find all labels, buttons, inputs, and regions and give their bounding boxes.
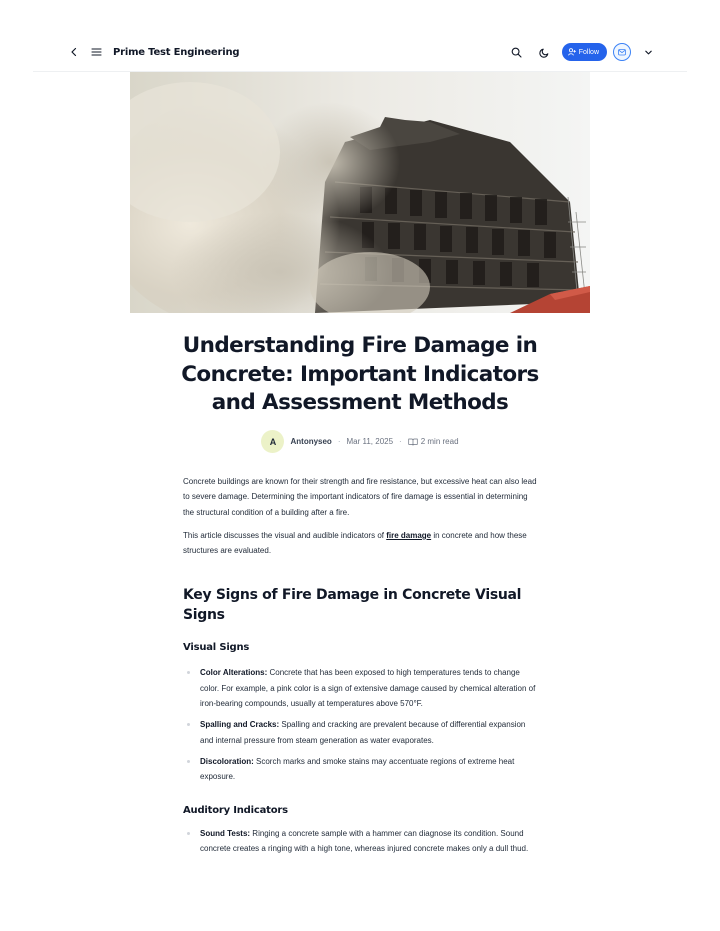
menu-icon[interactable]	[85, 41, 107, 63]
follow-button[interactable]	[562, 43, 607, 61]
list-item-term: Discoloration:	[200, 756, 254, 766]
auditory-indicators-heading: Auditory Indicators	[183, 804, 288, 816]
list-item-term: Sound Tests:	[200, 828, 251, 838]
visual-signs-list	[183, 665, 539, 784]
user-plus-icon	[568, 48, 576, 56]
separator-dot: ·	[337, 437, 341, 446]
top-bar	[33, 32, 687, 72]
paragraph-intro-1: Concrete buildings are known for their strength and fire resistance, but excessive heat can also lead to severe damage. Determining the important indicators of fire damage is essential in determining the structural condition of a building after a fire.	[183, 477, 537, 517]
separator-dot: ·	[399, 437, 402, 446]
list-item-text: Ringing a concrete sample with a hammer can diagnose its condition. Sound concrete creates a ringing with a high tone, whereas injured concrete makes only a dull thud.	[200, 828, 529, 853]
author-name[interactable]: Antonyseo	[290, 437, 332, 446]
paragraph-text: This article discusses the visual and audible indicators of	[183, 530, 387, 540]
search-icon[interactable]	[506, 41, 528, 63]
cover-image	[130, 72, 590, 313]
article-body	[183, 474, 539, 856]
list-item-text: Concrete that has been exposed to high temperatures tends to change color. For example, a pink color is a sign of extensive damage caused by chemical alteration of iron-bearing compounds, usually at temperatures above 570°F.	[200, 668, 536, 709]
book-open-icon	[408, 438, 418, 446]
header-right	[506, 32, 659, 72]
list-item-term: Spalling and Cracks:	[200, 720, 280, 730]
moon-icon[interactable]	[534, 41, 556, 63]
section-heading: Key Signs of Fire Damage in Concrete Visual Signs	[183, 587, 522, 623]
article-title: Understanding Fire Damage in Concrete: Important Indicators and Assessment Methods	[181, 333, 539, 415]
paragraph-text: in concrete and how these structures are evaluated.	[183, 530, 527, 556]
author-avatar[interactable]: A	[261, 430, 284, 453]
paragraph-intro-2	[183, 528, 539, 559]
list-item-term: Color Alterations:	[200, 668, 268, 678]
article-meta	[0, 430, 720, 453]
publish-date: Mar 11, 2025	[346, 437, 394, 446]
header-left	[63, 32, 239, 72]
follow-label: Follow	[578, 48, 599, 56]
list-item-text: Spalling and cracking are prevalent because of differential expansion and internal pressure from steam generation as water evaporates.	[200, 720, 526, 745]
blog-title[interactable]: Prime Test Engineering	[113, 46, 240, 58]
visual-signs-heading: Visual Signs	[183, 642, 250, 654]
auditory-indicators-list	[183, 826, 539, 857]
profile-icon[interactable]	[613, 43, 631, 61]
chevron-down-icon[interactable]	[637, 41, 659, 63]
list-item	[183, 717, 539, 748]
list-item	[183, 826, 539, 857]
read-time: 2 min read	[420, 437, 459, 446]
list-item	[183, 665, 539, 711]
chevron-left-icon[interactable]	[63, 41, 85, 63]
list-item-text: Scorch marks and smoke stains may accentuate regions of extreme heat exposure.	[200, 756, 515, 782]
fire-damage-link[interactable]: fire damage	[386, 530, 432, 540]
list-item	[183, 754, 539, 785]
